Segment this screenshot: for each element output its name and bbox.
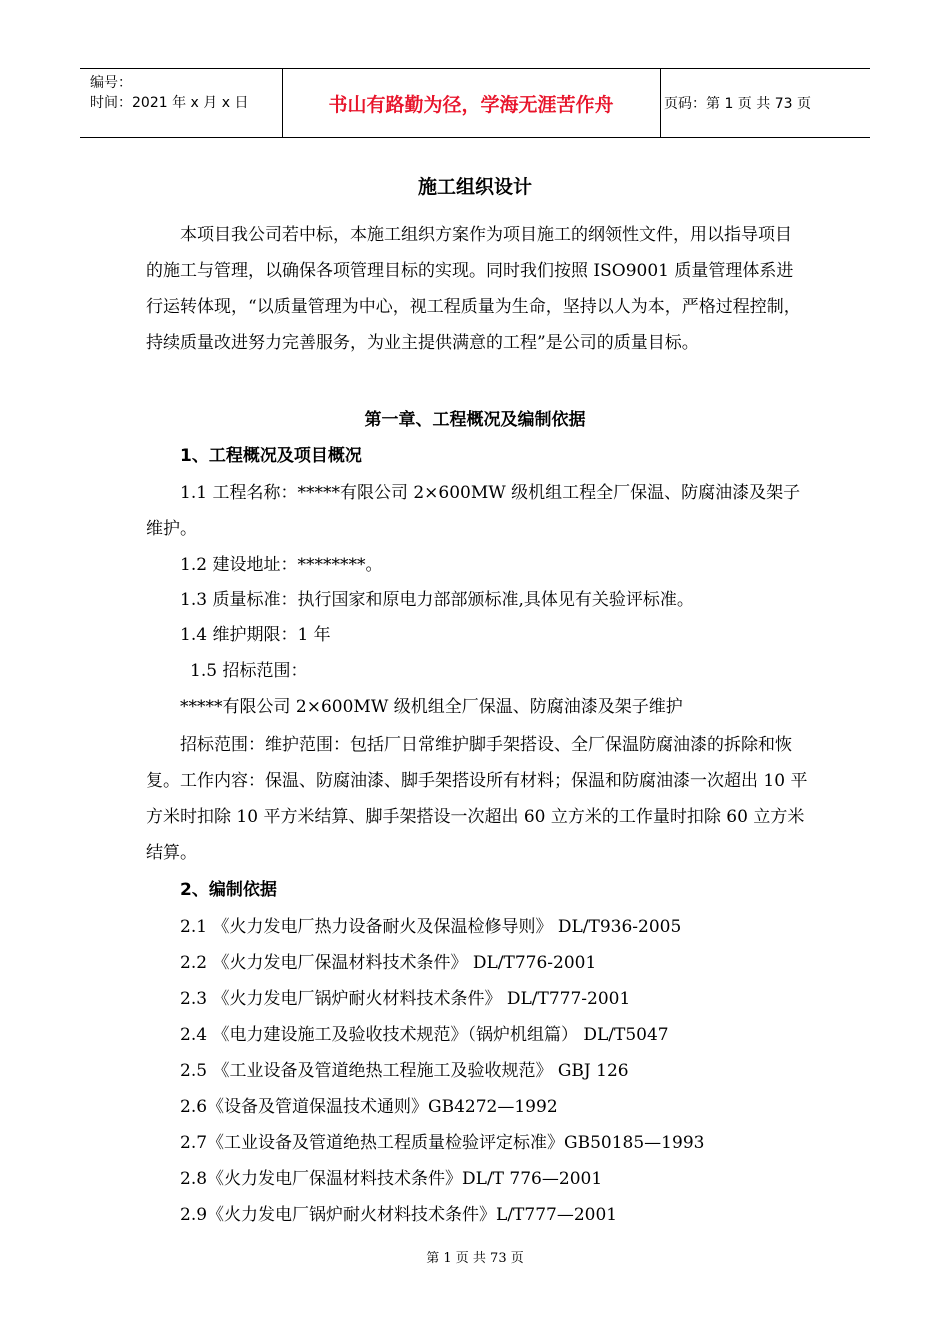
number-label: 编号： <box>90 75 132 91</box>
basis-item: 2.4 《电力建设施工及验收技术规范》（锅炉机组篇） DL/T5047 <box>180 1025 669 1045</box>
basis-item: 2.1 《火力发电厂热力设备耐火及保温检修导则》 DL/T936-2005 <box>180 917 682 937</box>
scope-line: *****有限公司 2×600MW 级机组全厂保温、防腐油漆及架子维护 <box>180 697 683 717</box>
item-1-1: 1.1 工程名称：*****有限公司 2×600MW 级机组工程全厂保温、防腐油漆及架子维护。 <box>146 483 801 539</box>
chapter-heading: 第一章、工程概况及编制依据 <box>364 410 586 430</box>
basis-item: 2.9《火力发电厂锅炉耐火材料技术条件》L/T777—2001 <box>180 1205 618 1225</box>
header-page-label: 页码：第 1 页 共 73 页 <box>664 96 811 112</box>
item-1-1-block <box>146 475 808 547</box>
basis-item: 2.2 《火力发电厂保温材料技术条件》 DL/T776-2001 <box>180 953 597 973</box>
item-1-5: 1.5 招标范围： <box>190 661 308 681</box>
section-heading: 2、编制依据 <box>180 880 277 900</box>
item-1-4: 1.4 维护期限：1 年 <box>180 625 331 645</box>
scope-detail: 招标范围：维护范围：包括厂日常维护脚手架搭设、全厂保温防腐油漆的拆除和恢复。工作内容：保温、防腐油漆、脚手架搭设所有材料；保温和防腐油漆一次超出 10 平方米时扣除 10 平方米结算、脚手架搭设一次超出 60 立方米的工作量时扣除 60 立方米结算。 <box>146 735 808 863</box>
item-1-2: 1.2 建设地址：********。 <box>180 555 383 575</box>
basis-item: 2.8《火力发电厂保温材料技术条件》DL/T 776—2001 <box>180 1169 603 1189</box>
basis-item: 2.7《工业设备及管道绝热工程质量检验评定标准》GB50185—1993 <box>180 1133 705 1153</box>
basis-item: 2.6《设备及管道保温技术通则》GB4272—1992 <box>180 1097 558 1117</box>
intro-block <box>146 217 808 361</box>
document-title: 施工组织设计 <box>417 176 532 198</box>
basis-item: 2.5 《工业设备及管道绝热工程施工及验收规范》 GBJ 126 <box>180 1061 629 1081</box>
page-footer: 第 1 页 共 73 页 <box>426 1251 524 1266</box>
intro-paragraph: 本项目我公司若中标，本施工组织方案作为项目施工的纲领性文件，用以指导项目的施工与管理，以确保各项管理目标的实现。同时我们按照 ISO9001 质量管理体系进行运转体现，“以质量管理为中心，视工程质量为生命，坚持以人为本，严格过程控制，持续质量改进努力完善服务，为业主提供满意的工程”是公司的质量目标。 <box>146 225 801 353</box>
basis-item: 2.3 《火力发电厂锅炉耐火材料技术条件》 DL/T777-2001 <box>180 989 631 1009</box>
item-1-3: 1.3 质量标准：执行国家和原电力部部颁标准,具体见有关验评标准。 <box>180 590 694 610</box>
page-header <box>80 68 870 138</box>
header-motto: 书山有路勤为径，学海无涯苦作舟 <box>328 93 614 116</box>
header-divider <box>660 69 661 137</box>
header-meta <box>90 73 248 113</box>
scope-detail-block <box>146 727 808 871</box>
time-label: 时间：2021 年 x 月 x 日 <box>90 95 249 111</box>
section-heading: 1、工程概况及项目概况 <box>180 446 362 466</box>
